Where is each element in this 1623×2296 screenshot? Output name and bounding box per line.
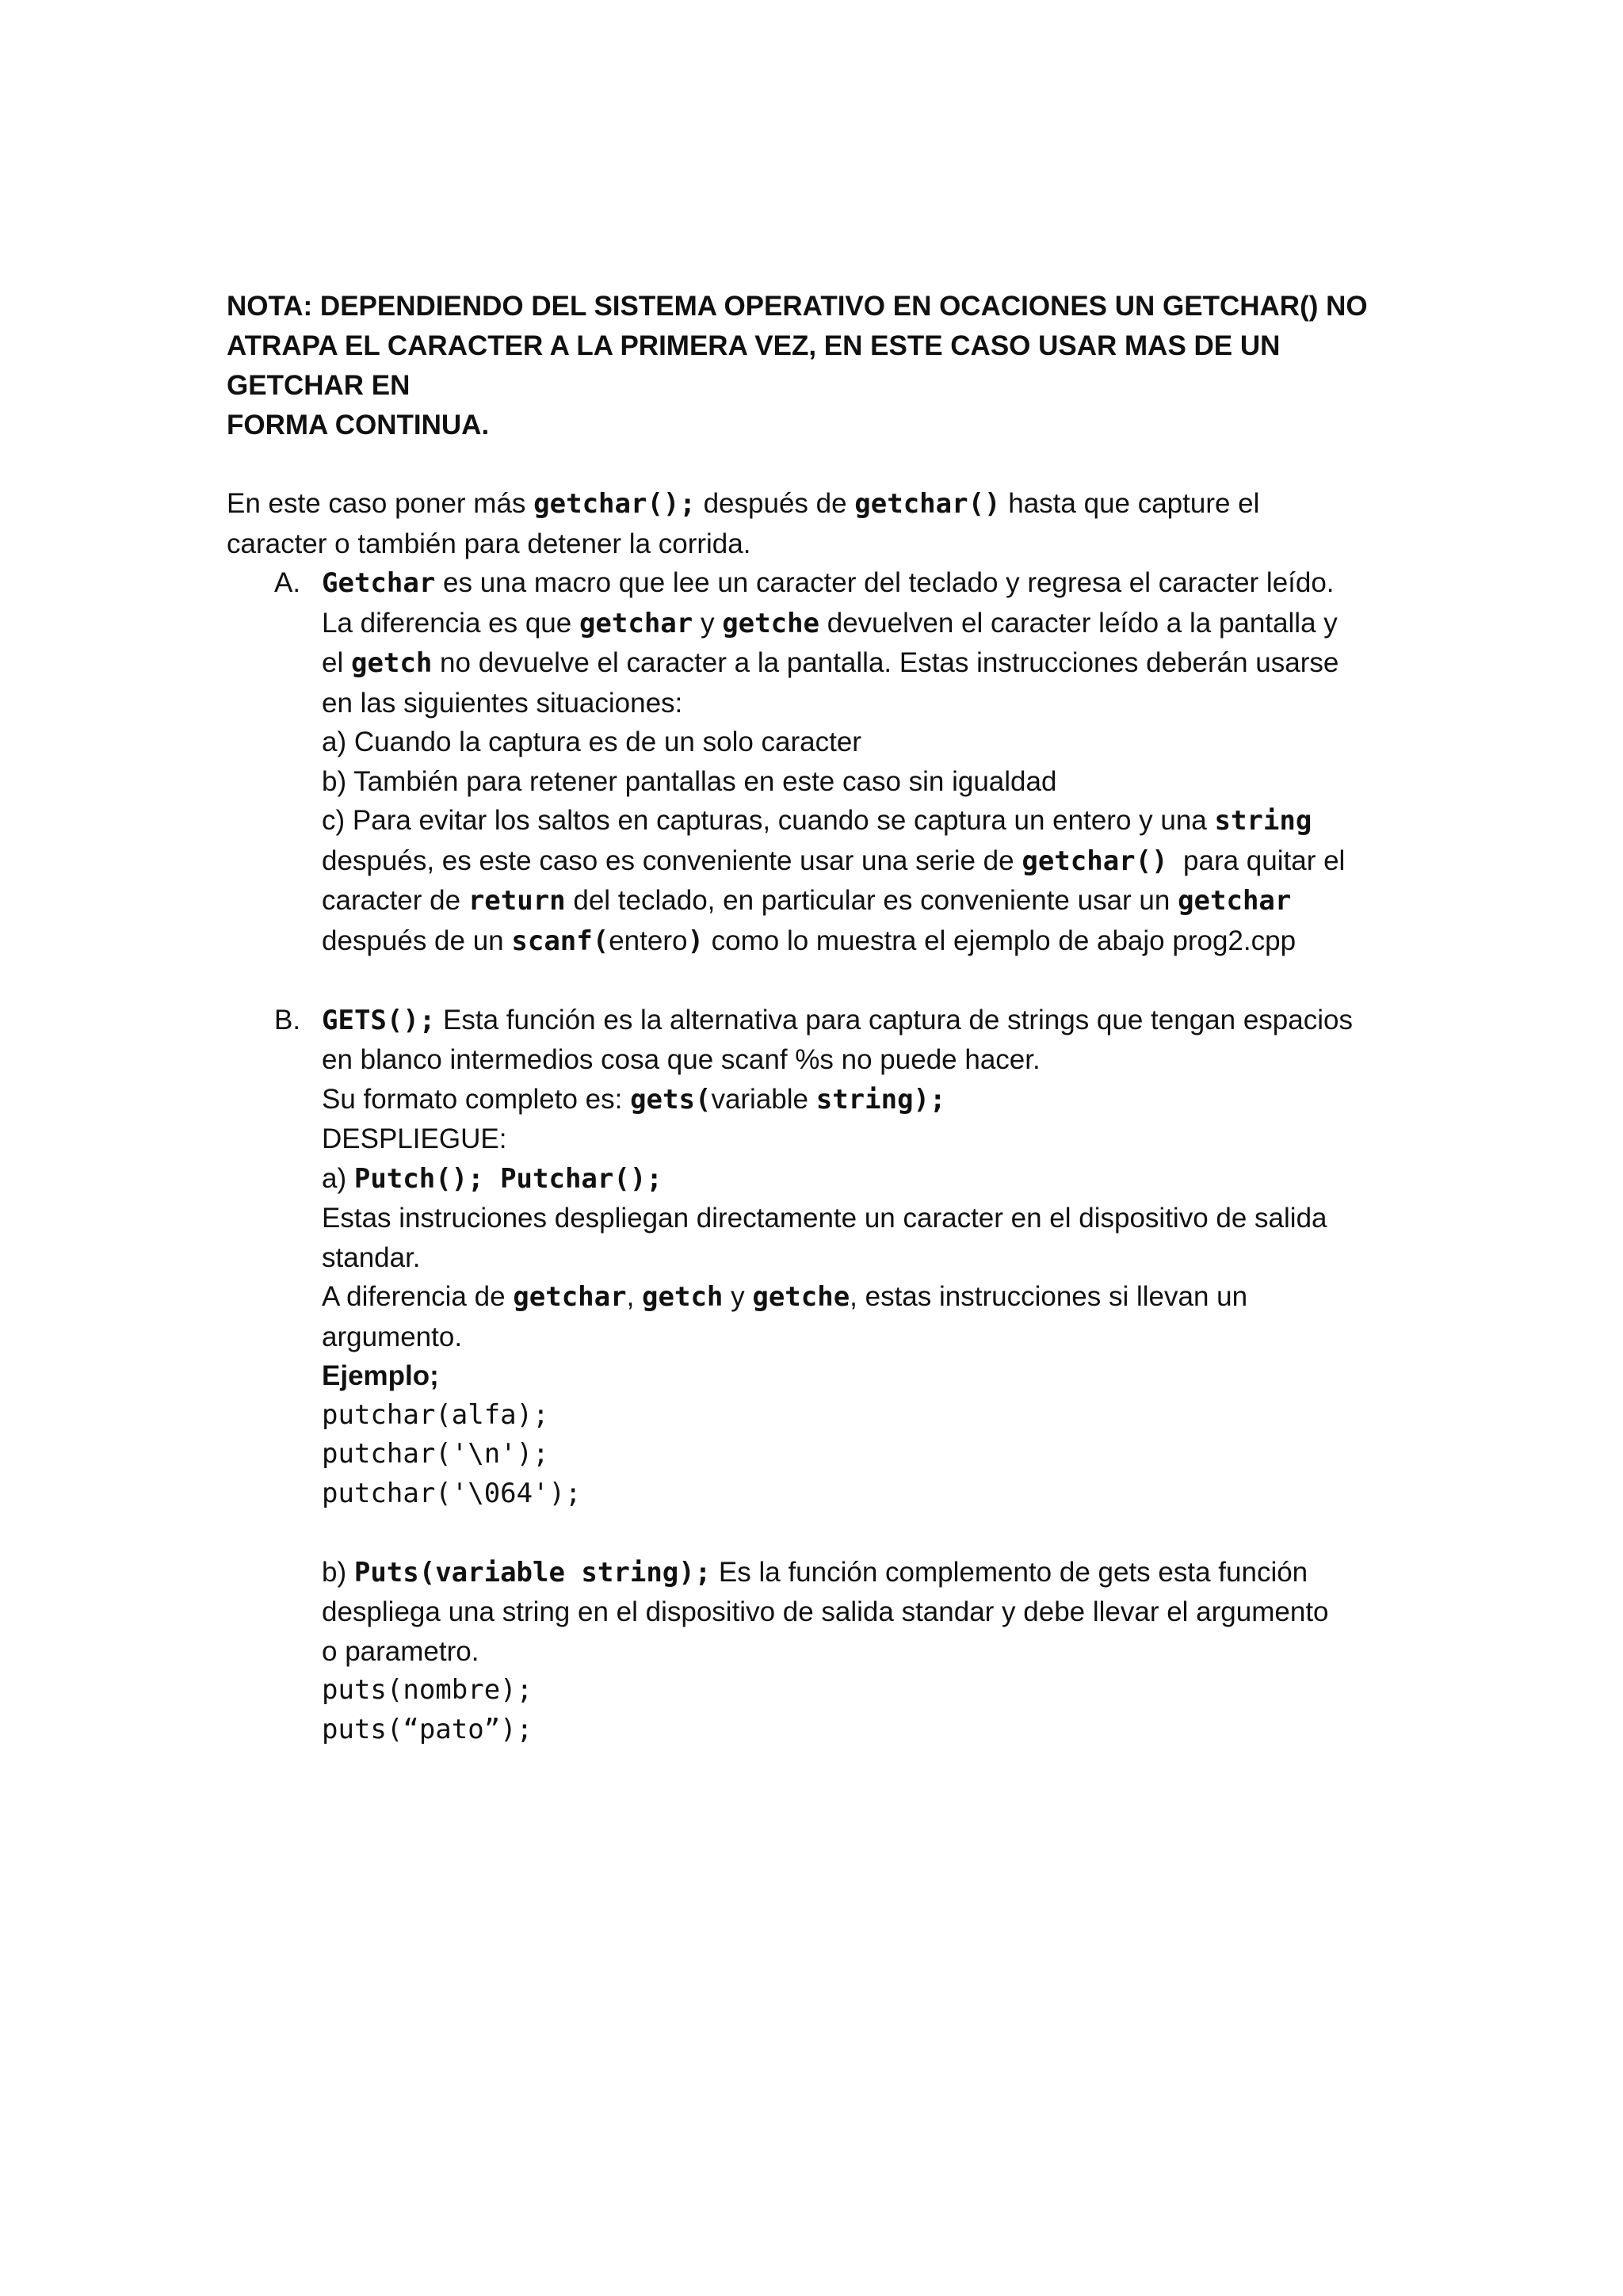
code-run: getchar();: [533, 488, 696, 520]
section-b-line: DESPLIEGUE:: [322, 1123, 507, 1154]
section-b: [227, 1001, 1415, 1750]
text-run: es una macro que lee un caracter del teclado y regresa el caracter leído.: [435, 567, 1335, 598]
section-a-line: a) Cuando la captura es de un solo caracter: [322, 727, 861, 757]
text-run: hasta que capture el: [1000, 488, 1260, 519]
list-marker-a: A.: [274, 567, 301, 598]
text-run: el: [322, 647, 351, 678]
text-run: devuelven el caracter leído a la pantalla y: [819, 607, 1338, 639]
code-example-line: putchar('\064');: [322, 1477, 582, 1509]
text-run: después, es este caso es conveniente usar una serie de: [322, 845, 1022, 876]
code-run: getchar(): [854, 488, 1001, 520]
spacer: [227, 445, 1415, 484]
intro-line: [227, 484, 1415, 524]
code-run: gets(: [630, 1083, 712, 1116]
nota-line: ATRAPA EL CARACTER A LA PRIMERA VEZ, EN ESTE CASO USAR MAS DE UN GETCHAR EN: [227, 330, 1281, 401]
text-run: b): [322, 1556, 354, 1588]
text-run: Es la función complemento de gets esta función: [711, 1556, 1308, 1588]
section-a: [227, 563, 1415, 961]
text-run: del teclado, en particular es conveniente usar un: [565, 885, 1178, 916]
code-run: getchar: [513, 1281, 627, 1313]
code-run: return: [468, 885, 566, 917]
code-run: getch: [350, 647, 433, 679]
code-run: Putch(); Putchar();: [353, 1162, 663, 1195]
text-run: La diferencia es que: [322, 607, 579, 639]
code-run: getchar(): [1022, 845, 1168, 877]
text-run: Su formato completo es:: [322, 1083, 631, 1115]
spacer: [322, 1513, 1415, 1553]
text-run: ,: [626, 1281, 643, 1312]
code-run: getchar: [579, 607, 693, 639]
section-a-line: b) También para retener pantallas en este caso sin igualdad: [322, 765, 1057, 797]
section-b-line: [322, 1553, 1415, 1593]
section-a-line: [322, 563, 1415, 604]
text-run: después de: [695, 488, 855, 519]
section-a-line: [322, 604, 1415, 644]
list-marker-b: B.: [274, 1004, 301, 1035]
section-b-line: Estas instruciones despliegan directamente un caracter en el dispositivo de salida: [322, 1203, 1327, 1234]
text-run: Esta función es la alternativa para captura de strings que tengan espacios: [435, 1004, 1353, 1035]
text-run: A diferencia de: [322, 1281, 514, 1312]
nota-line: FORMA CONTINUA.: [227, 410, 490, 441]
text-run: entero: [609, 925, 688, 956]
code-run: getchar: [1178, 885, 1292, 917]
section-b-line: argumento.: [322, 1321, 463, 1352]
code-run: Puts(variable string);: [353, 1556, 712, 1589]
text-run: variable: [711, 1083, 816, 1115]
code-run: string: [1214, 805, 1312, 837]
text-run: como lo muestra el ejemplo de abajo prog2.cpp: [703, 925, 1296, 956]
text-run: después de un: [322, 925, 512, 956]
intro-paragraph: [227, 484, 1415, 563]
document-page: [227, 287, 1415, 1749]
section-a-line: [322, 643, 1415, 684]
text-run: y: [723, 1281, 753, 1312]
nota-line: NOTA: DEPENDIENDO DEL SISTEMA OPERATIVO EN OCACIONES UN GETCHAR() NO: [227, 291, 1368, 322]
code-example-line: putchar(alfa);: [322, 1398, 549, 1431]
text-run: En este caso poner más: [227, 488, 534, 519]
ejemplo-heading: Ejemplo;: [322, 1360, 439, 1391]
code-example-line: puts(“pato”);: [322, 1713, 533, 1745]
section-a-line: [322, 881, 1415, 921]
section-b-line: standar.: [322, 1241, 421, 1273]
code-run: getche: [752, 1281, 850, 1313]
code-example-line: putchar('\n');: [322, 1438, 549, 1470]
spacer: [227, 961, 1415, 1001]
section-b-line: [322, 1001, 1415, 1041]
text-run: , estas instrucciones si llevan un: [850, 1281, 1248, 1312]
section-a-line: [322, 801, 1415, 841]
code-run: GETS();: [322, 1004, 436, 1036]
code-run: ): [687, 925, 704, 957]
section-b-line: en blanco intermedios cosa que scanf %s no puede hacer.: [322, 1044, 1041, 1075]
section-b-line: [322, 1277, 1415, 1318]
section-b-line: [322, 1159, 1415, 1199]
text-run: y: [693, 607, 723, 639]
code-run: getch: [642, 1281, 724, 1313]
section-a-line: [322, 921, 1415, 962]
text-run: a): [322, 1162, 354, 1194]
section-a-line: [322, 841, 1415, 882]
text-run: no devuelve el caracter a la pantalla. Estas instrucciones deberán usarse: [432, 647, 1339, 678]
code-run: Getchar: [322, 567, 436, 599]
section-b-line: o parametro.: [322, 1635, 479, 1667]
section-b-line: despliega una string en el dispositivo de salida standar y debe llevar el argumento: [322, 1596, 1329, 1627]
code-run: string);: [815, 1083, 946, 1116]
code-run: scanf(: [511, 925, 609, 957]
intro-line: caracter o también para detener la corrida.: [227, 528, 751, 559]
section-a-line: en las siguientes situaciones:: [322, 687, 683, 719]
section-b-line: [322, 1080, 1415, 1120]
text-run: para quitar el: [1167, 845, 1346, 876]
text-run: caracter de: [322, 885, 468, 916]
nota-block: [227, 287, 1415, 445]
code-example-line: puts(nombre);: [322, 1674, 533, 1706]
code-run: getche: [722, 607, 820, 639]
text-run: c) Para evitar los saltos en capturas, cuando se captura un entero y una: [322, 805, 1215, 836]
